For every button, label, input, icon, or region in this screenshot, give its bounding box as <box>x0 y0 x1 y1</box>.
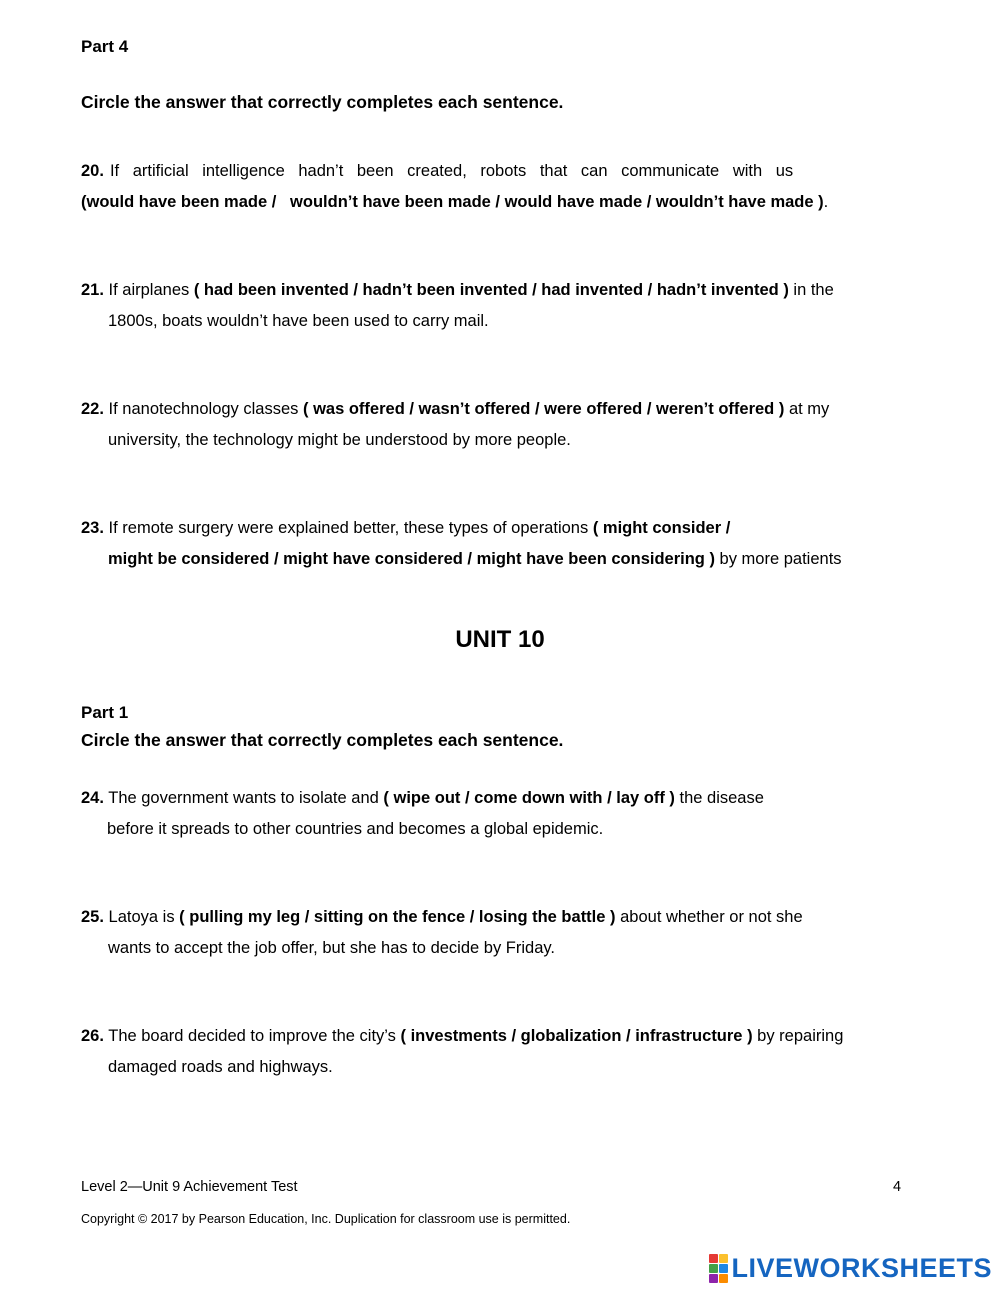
question-23-line2 <box>108 550 842 569</box>
question-25-options[interactable]: ( pulling my leg / sitting on the fence / losing the battle ) <box>179 908 616 926</box>
question-22-pre: If nanotechnology classes <box>108 400 299 418</box>
question-23-number: 23. <box>81 519 104 537</box>
question-23-post: by more patients <box>719 550 842 568</box>
question-26-line2: damaged roads and highways. <box>108 1058 333 1076</box>
question-21-post: in the <box>793 281 834 299</box>
question-20-text: If artificial intelligence hadn’t been created, robots that can communicate with us <box>109 162 794 180</box>
question-23-pre: If remote surgery were explained better, these types of operations <box>108 519 589 537</box>
question-21-line2: 1800s, boats wouldn’t have been used to carry mail. <box>108 312 489 330</box>
question-21-pre: If airplanes <box>108 281 190 299</box>
part1-heading: Part 1 <box>81 703 129 722</box>
question-22-post: at my <box>788 400 830 418</box>
question-26-number: 26. <box>81 1027 104 1045</box>
question-25-pre: Latoya is <box>108 908 175 926</box>
question-24-pre: The government wants to isolate and <box>108 789 379 807</box>
question-22-options[interactable]: ( was offered / wasn’t offered / were offered / weren’t offered ) <box>303 400 785 418</box>
question-24-line1 <box>81 789 764 808</box>
liveworksheets-logo-icon <box>709 1254 728 1283</box>
question-20-number: 20. <box>81 162 104 180</box>
question-24-post: the disease <box>679 789 764 807</box>
question-25-post: about whether or not she <box>620 908 803 926</box>
question-22-number: 22. <box>81 400 104 418</box>
question-24-line2: before it spreads to other countries and becomes a global epidemic. <box>107 820 604 838</box>
liveworksheets-logo-text: LIVEWORKSHEETS <box>731 1253 992 1283</box>
question-22-line1 <box>81 400 829 419</box>
question-26-options[interactable]: ( investments / globalization / infrastructure ) <box>400 1027 753 1045</box>
question-20-post: . <box>823 193 829 211</box>
part4-instruction: Circle the answer that correctly completes each sentence. <box>81 92 564 112</box>
liveworksheets-logo[interactable] <box>709 1253 992 1284</box>
question-24-number: 24. <box>81 789 104 807</box>
footer-copyright: Copyright © 2017 by Pearson Education, Inc. Duplication for classroom use is permitted. <box>81 1212 571 1226</box>
footer-page-number: 4 <box>893 1179 902 1195</box>
question-25-line2: wants to accept the job offer, but she has to decide by Friday. <box>108 939 555 957</box>
question-21-number: 21. <box>81 281 104 299</box>
part1-instruction: Circle the answer that correctly completes each sentence. <box>81 730 564 750</box>
question-23-line1 <box>81 519 730 538</box>
unit-title: UNIT 10 <box>455 626 545 653</box>
question-20-line1 <box>81 162 836 181</box>
footer-test-name: Level 2—Unit 9 Achievement Test <box>81 1179 298 1195</box>
question-21-line1 <box>81 281 834 300</box>
question-23-options-part1[interactable]: ( might consider / <box>592 519 731 537</box>
question-22-line2: university, the technology might be understood by more people. <box>108 431 571 449</box>
part4-heading: Part 4 <box>81 37 129 56</box>
question-24-options[interactable]: ( wipe out / come down with / lay off ) <box>383 789 675 807</box>
question-23-options-part2[interactable]: might be considered / might have considered / might have been considering ) <box>108 550 715 568</box>
question-20-line2 <box>81 193 828 212</box>
question-20-options[interactable]: (would have been made / wouldn’t have been made / would have made / wouldn’t have made ) <box>81 193 824 211</box>
question-26-line1 <box>81 1027 843 1046</box>
question-25-number: 25. <box>81 908 104 926</box>
question-25-line1 <box>81 908 803 927</box>
question-26-post: by repairing <box>757 1027 844 1045</box>
question-26-pre: The board decided to improve the city’s <box>108 1027 396 1045</box>
question-21-options[interactable]: ( had been invented / hadn’t been invented / had invented / hadn’t invented ) <box>193 281 789 299</box>
